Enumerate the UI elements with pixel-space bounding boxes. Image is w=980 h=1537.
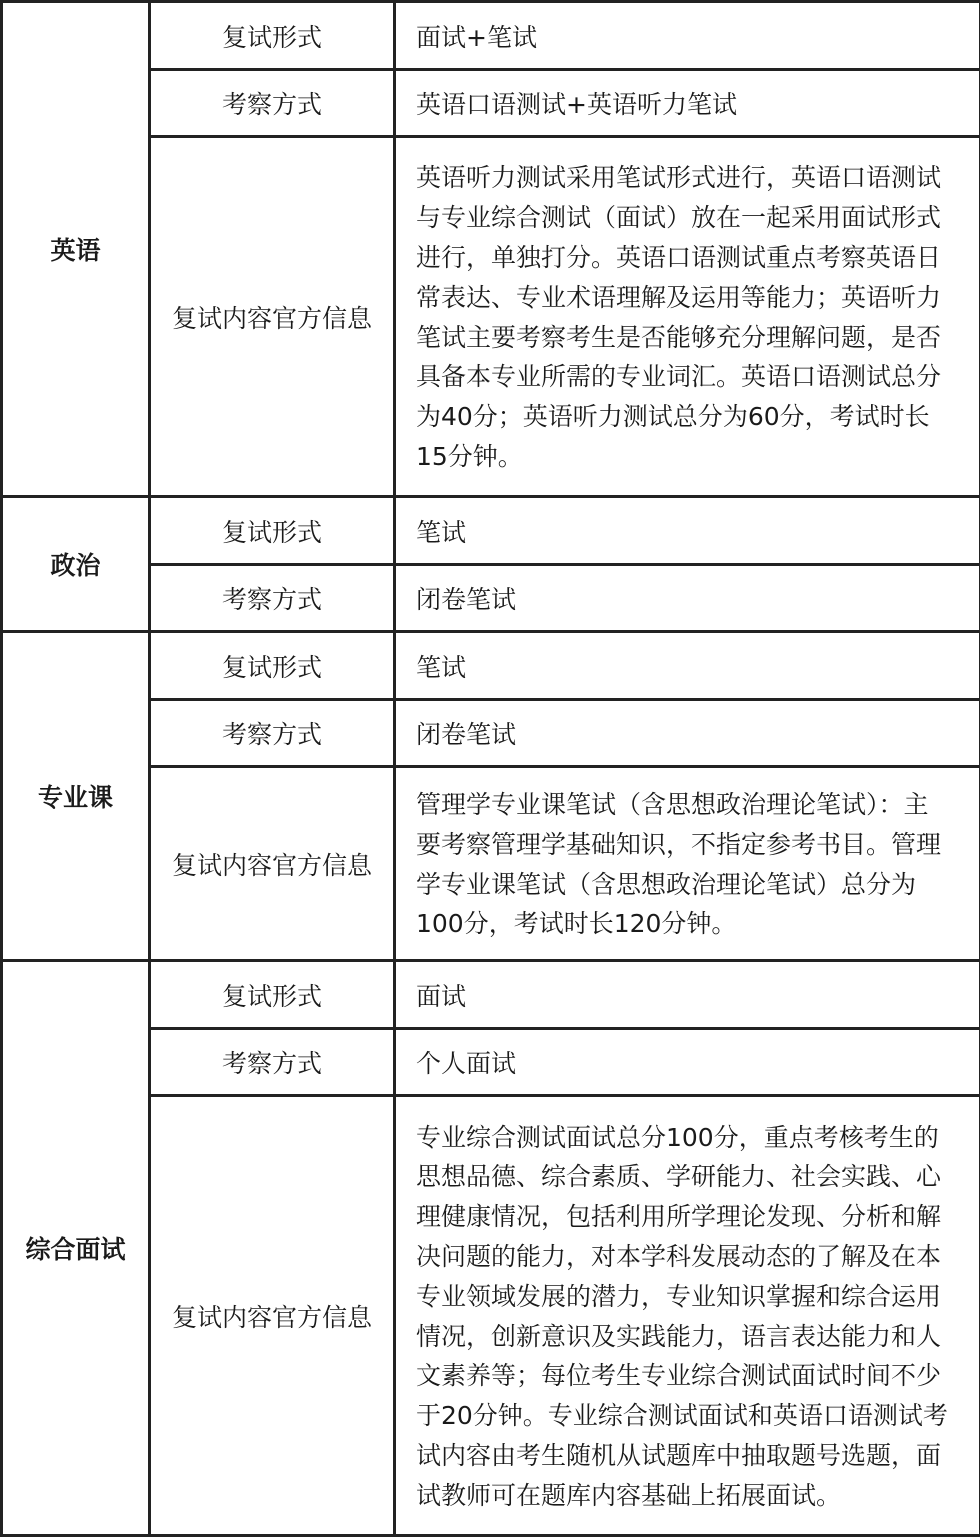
category-politics: 政治 bbox=[2, 497, 150, 632]
row-value: 闭卷笔试 bbox=[395, 700, 980, 767]
text-line: 决问题的能力，对本学科发展动态的了解及在本 bbox=[416, 1237, 967, 1277]
row-label: 考察方式 bbox=[150, 1029, 395, 1096]
text-line: 常表达、专业术语理解及运用等能力；英语听力 bbox=[416, 278, 967, 318]
text-line: 理健康情况，包括利用所学理论发现、分析和解 bbox=[416, 1197, 967, 1237]
row-label: 复试形式 bbox=[150, 497, 395, 565]
table-row bbox=[2, 632, 980, 700]
text-line: 管理学专业课笔试（含思想政治理论笔试）：主 bbox=[416, 785, 967, 825]
text-line: 于20分钟。专业综合测试面试和英语口语测试考 bbox=[416, 1396, 967, 1436]
text-line: 笔试主要考察考生是否能够充分理解问题，是否 bbox=[416, 318, 967, 358]
category-comprehensive-interview: 综合面试 bbox=[2, 961, 150, 1536]
text-line: 思想品德、综合素质、学研能力、社会实践、心 bbox=[416, 1157, 967, 1197]
row-label: 复试内容官方信息 bbox=[150, 137, 395, 497]
text-line: 试内容由考生随机从试题库中抽取题号选题，面 bbox=[416, 1436, 967, 1476]
text-line: 进行，单独打分。英语口语测试重点考察英语日 bbox=[416, 238, 967, 278]
row-label: 复试形式 bbox=[150, 961, 395, 1029]
category-major-course: 专业课 bbox=[2, 632, 150, 961]
text-line: 试教师可在题库内容基础上拓展面试。 bbox=[416, 1476, 967, 1516]
row-label: 考察方式 bbox=[150, 70, 395, 137]
row-value-text bbox=[395, 1096, 980, 1536]
table-row bbox=[2, 2, 980, 70]
table-row bbox=[2, 961, 980, 1029]
row-value: 个人面试 bbox=[395, 1029, 980, 1096]
row-label: 考察方式 bbox=[150, 565, 395, 632]
row-value: 英语口语测试+英语听力笔试 bbox=[395, 70, 980, 137]
text-line: 具备本专业所需的专业词汇。英语口语测试总分 bbox=[416, 357, 967, 397]
text-line: 英语听力测试采用笔试形式进行，英语口语测试 bbox=[416, 158, 967, 198]
text-line: 专业综合测试面试总分100分，重点考核考生的 bbox=[416, 1118, 967, 1158]
text-line: 100分，考试时长120分钟。 bbox=[416, 904, 967, 944]
row-label: 复试形式 bbox=[150, 632, 395, 700]
row-value-text bbox=[395, 767, 980, 961]
table-row bbox=[2, 497, 980, 565]
row-value-text bbox=[395, 137, 980, 497]
text-line: 专业领域发展的潜力，专业知识掌握和综合运用 bbox=[416, 1277, 967, 1317]
row-value: 笔试 bbox=[395, 632, 980, 700]
row-label: 考察方式 bbox=[150, 700, 395, 767]
text-line: 为40分；英语听力测试总分为60分，考试时长 bbox=[416, 397, 967, 437]
row-value: 笔试 bbox=[395, 497, 980, 565]
text-line: 学专业课笔试（含思想政治理论笔试）总分为 bbox=[416, 865, 967, 905]
text-line: 15分钟。 bbox=[416, 437, 967, 477]
row-value: 闭卷笔试 bbox=[395, 565, 980, 632]
text-line: 文素养等；每位考生专业综合测试面试时间不少 bbox=[416, 1356, 967, 1396]
row-label: 复试形式 bbox=[150, 2, 395, 70]
text-line: 要考察管理学基础知识，不指定参考书目。管理 bbox=[416, 825, 967, 865]
row-value: 面试 bbox=[395, 961, 980, 1029]
category-english: 英语 bbox=[2, 2, 150, 497]
text-line: 与专业综合测试（面试）放在一起采用面试形式 bbox=[416, 198, 967, 238]
row-label: 复试内容官方信息 bbox=[150, 1096, 395, 1536]
row-value: 面试+笔试 bbox=[395, 2, 980, 70]
text-line: 情况，创新意识及实践能力，语言表达能力和人 bbox=[416, 1317, 967, 1357]
row-label: 复试内容官方信息 bbox=[150, 767, 395, 961]
